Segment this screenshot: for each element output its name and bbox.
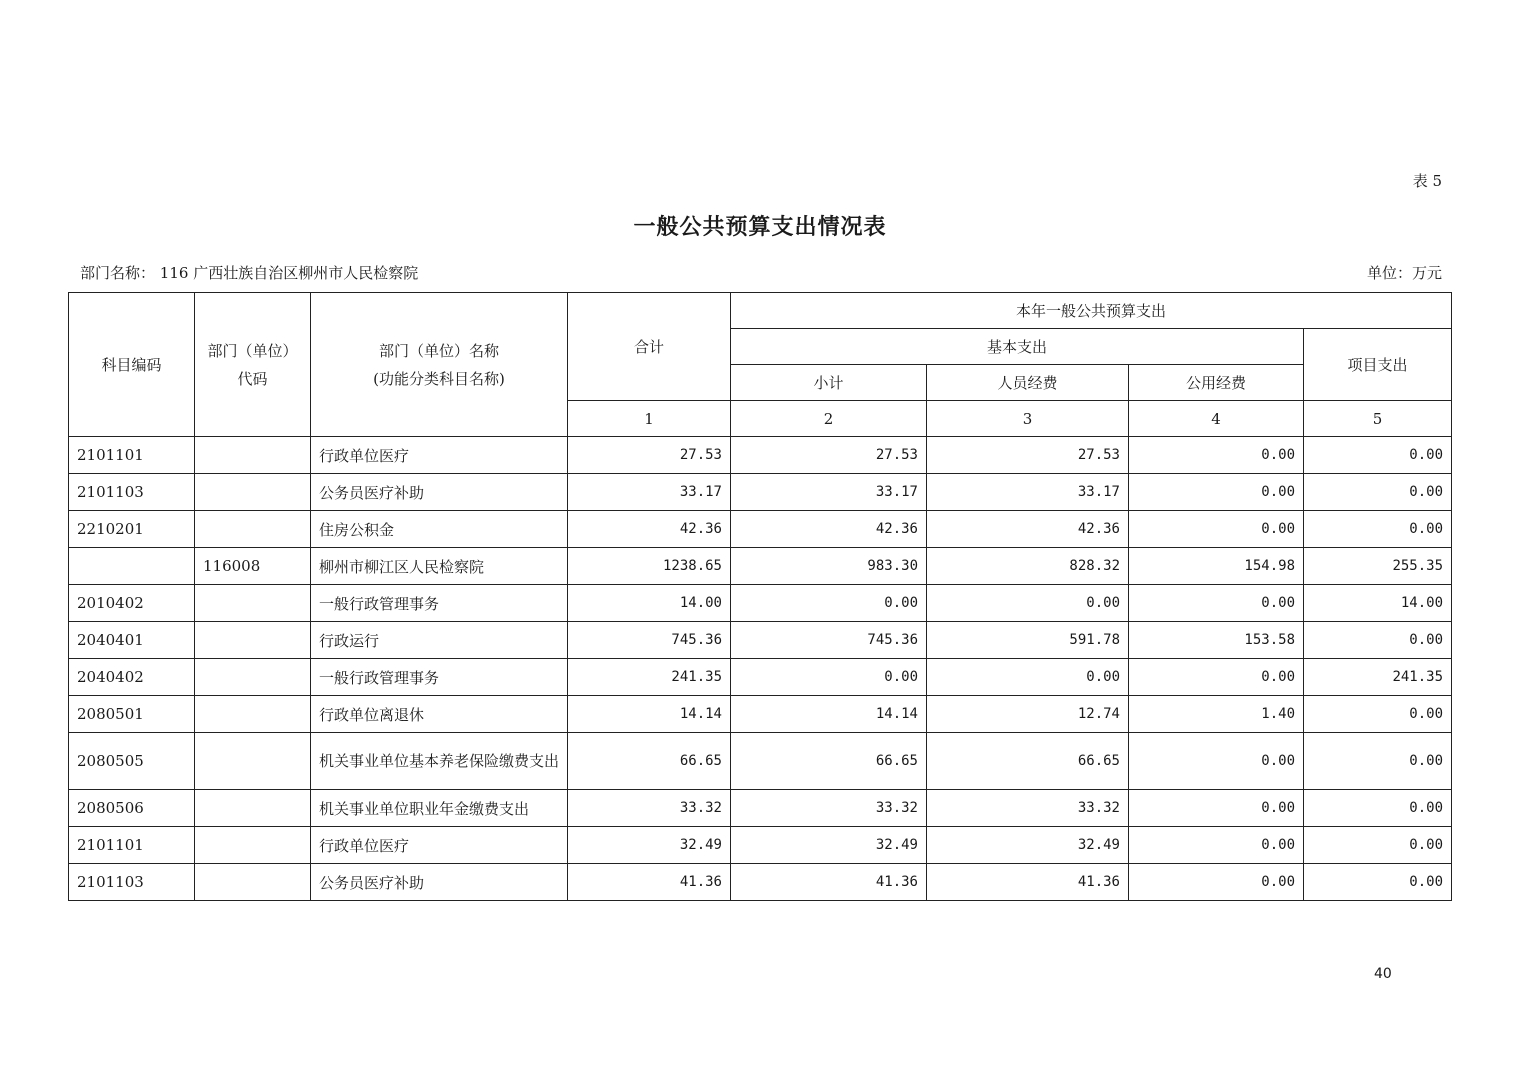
personnel-cell: 32.49 [927,827,1129,864]
project-expense-cell: 0.00 [1304,622,1452,659]
personnel-cell: 33.17 [927,474,1129,511]
dept-code-cell [195,864,311,901]
personnel-cell: 0.00 [927,659,1129,696]
dept-code-cell [195,733,311,790]
unit-label: 单位：万元 [1366,264,1442,282]
project-expense-cell: 0.00 [1304,827,1452,864]
total-cell: 1238.65 [568,548,731,585]
total-cell: 66.65 [568,733,731,790]
dept-code-cell [195,827,311,864]
subtotal-cell: 32.49 [731,827,927,864]
project-expense-cell: 0.00 [1304,864,1452,901]
header-year-expense: 本年一般公共预算支出 [731,293,1452,329]
item-name-cell: 公务员医疗补助 [311,864,568,901]
total-cell: 41.36 [568,864,731,901]
subtotal-cell: 0.00 [731,659,927,696]
dept-code-cell [195,696,311,733]
personnel-cell: 27.53 [927,437,1129,474]
table-row [69,622,1452,659]
page-number: 40 [1374,966,1392,982]
header-public-funds: 公用经费 [1129,365,1304,401]
personnel-cell: 591.78 [927,622,1129,659]
table-row [69,733,1452,790]
dept-code-cell: 116008 [195,548,311,585]
header-dept-name [311,293,568,437]
subject-code-cell [69,548,195,585]
project-expense-cell: 0.00 [1304,511,1452,548]
total-cell: 33.32 [568,790,731,827]
subject-code-cell: 2080505 [69,733,195,790]
header-dept-code-line1: 部门（单位） [207,341,298,360]
subtotal-cell: 41.36 [731,864,927,901]
total-cell: 745.36 [568,622,731,659]
personnel-cell: 41.36 [927,864,1129,901]
subtotal-cell: 42.36 [731,511,927,548]
subject-code-cell: 2210201 [69,511,195,548]
total-cell: 14.14 [568,696,731,733]
header-dept-name-line2: (功能分类科目名称) [373,369,505,388]
table-row [69,790,1452,827]
table-row [69,659,1452,696]
subject-code-cell: 2040402 [69,659,195,696]
public-funds-cell: 0.00 [1129,827,1304,864]
project-expense-cell: 0.00 [1304,696,1452,733]
project-expense-cell: 14.00 [1304,585,1452,622]
header-subtotal: 小计 [731,365,927,401]
table-row [69,827,1452,864]
header-subject-code: 科目编码 [69,293,195,437]
public-funds-cell: 0.00 [1129,790,1304,827]
header-total: 合计 [568,293,731,401]
table-row [69,696,1452,733]
item-name-cell: 行政单位医疗 [311,827,568,864]
header-col-index: 4 [1129,401,1304,437]
total-cell: 42.36 [568,511,731,548]
project-expense-cell: 0.00 [1304,474,1452,511]
public-funds-cell: 1.40 [1129,696,1304,733]
total-cell: 32.49 [568,827,731,864]
item-name-cell: 行政运行 [311,622,568,659]
item-name-cell: 行政单位离退休 [311,696,568,733]
item-name-cell: 机关事业单位基本养老保险缴费支出 [311,733,568,790]
header-dept-code [195,293,311,437]
subtotal-cell: 33.17 [731,474,927,511]
subtotal-cell: 983.30 [731,548,927,585]
subject-code-cell: 2080506 [69,790,195,827]
table-row [69,585,1452,622]
dept-code-cell [195,437,311,474]
public-funds-cell: 0.00 [1129,437,1304,474]
item-name-cell: 公务员医疗补助 [311,474,568,511]
table-row [69,548,1452,585]
public-funds-cell: 0.00 [1129,733,1304,790]
subtotal-cell: 33.32 [731,790,927,827]
public-funds-cell: 0.00 [1129,659,1304,696]
dept-code-cell [195,511,311,548]
header-personnel: 人员经费 [927,365,1129,401]
subtotal-cell: 27.53 [731,437,927,474]
budget-table [68,292,1452,901]
page-title: 一般公共预算支出情况表 [633,214,887,240]
subject-code-cell: 2101101 [69,827,195,864]
project-expense-cell: 0.00 [1304,790,1452,827]
department-line [80,262,418,283]
public-funds-cell: 0.00 [1129,864,1304,901]
public-funds-cell: 154.98 [1129,548,1304,585]
item-name-cell: 住房公积金 [311,511,568,548]
department-name: 116 广西壮族自治区柳州市人民检察院 [159,264,419,282]
personnel-cell: 0.00 [927,585,1129,622]
item-name-cell: 一般行政管理事务 [311,659,568,696]
subtotal-cell: 0.00 [731,585,927,622]
header-col-index: 2 [731,401,927,437]
total-cell: 241.35 [568,659,731,696]
public-funds-cell: 153.58 [1129,622,1304,659]
item-name-cell: 行政单位医疗 [311,437,568,474]
project-expense-cell: 0.00 [1304,733,1452,790]
item-name-cell: 柳州市柳江区人民检察院 [311,548,568,585]
personnel-cell: 33.32 [927,790,1129,827]
subject-code-cell: 2101103 [69,864,195,901]
header-dept-code-line2: 代码 [237,369,268,388]
project-expense-cell: 0.00 [1304,437,1452,474]
personnel-cell: 42.36 [927,511,1129,548]
department-label: 部门名称： [80,264,156,282]
subject-code-cell: 2080501 [69,696,195,733]
personnel-cell: 12.74 [927,696,1129,733]
table-row [69,864,1452,901]
item-name-cell: 一般行政管理事务 [311,585,568,622]
dept-code-cell [195,622,311,659]
public-funds-cell: 0.00 [1129,474,1304,511]
total-cell: 27.53 [568,437,731,474]
total-cell: 14.00 [568,585,731,622]
personnel-cell: 828.32 [927,548,1129,585]
subtotal-cell: 745.36 [731,622,927,659]
dept-code-cell [195,474,311,511]
header-project-expense: 项目支出 [1304,329,1452,401]
subtotal-cell: 14.14 [731,696,927,733]
table-row [69,437,1452,474]
header-col-index: 1 [568,401,731,437]
table-row [69,474,1452,511]
dept-code-cell [195,659,311,696]
table-row [69,511,1452,548]
header-basic-expense: 基本支出 [731,329,1304,365]
project-expense-cell: 255.35 [1304,548,1452,585]
header-col-index: 3 [927,401,1129,437]
subtotal-cell: 66.65 [731,733,927,790]
personnel-cell: 66.65 [927,733,1129,790]
subject-code-cell: 2101101 [69,437,195,474]
public-funds-cell: 0.00 [1129,511,1304,548]
item-name-cell: 机关事业单位职业年金缴费支出 [311,790,568,827]
header-col-index: 5 [1304,401,1452,437]
subject-code-cell: 2101103 [69,474,195,511]
dept-code-cell [195,585,311,622]
subject-code-cell: 2010402 [69,585,195,622]
project-expense-cell: 241.35 [1304,659,1452,696]
total-cell: 33.17 [568,474,731,511]
table-number: 表 5 [1412,172,1442,190]
subject-code-cell: 2040401 [69,622,195,659]
public-funds-cell: 0.00 [1129,585,1304,622]
header-dept-name-line1: 部门（单位）名称 [378,341,499,360]
dept-code-cell [195,790,311,827]
